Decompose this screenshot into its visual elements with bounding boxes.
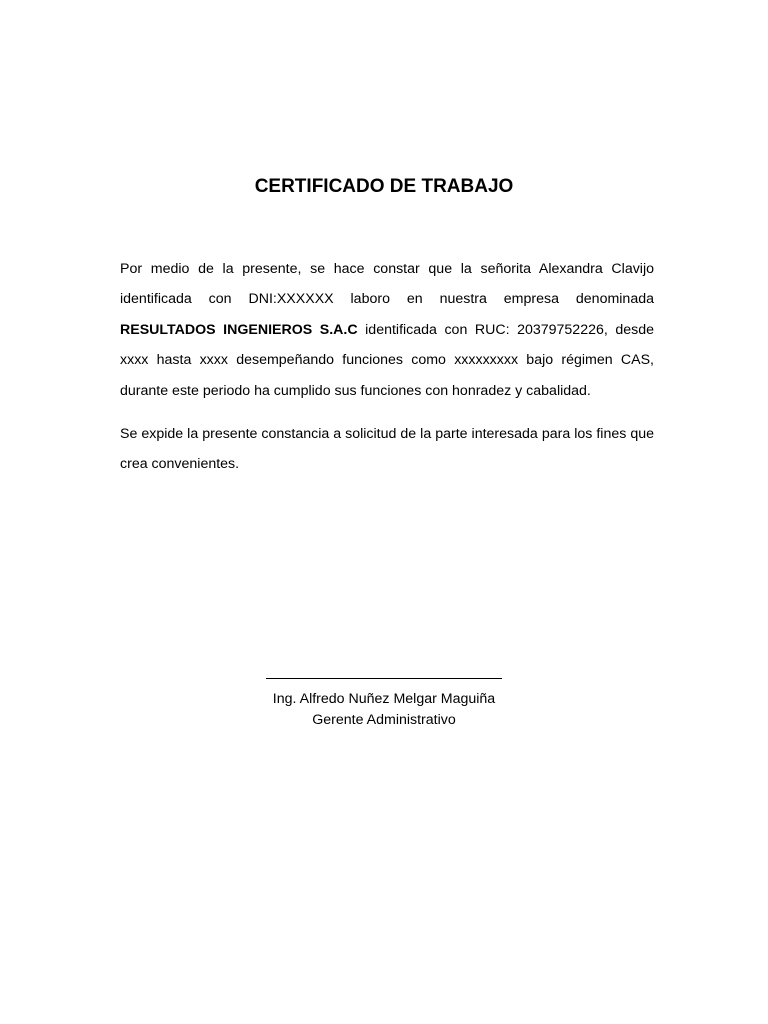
document-title: CERTIFICADO DE TRABAJO bbox=[254, 176, 514, 197]
signature-line bbox=[266, 664, 502, 679]
signatory-name: Ing. Alfredo Nuñez Melgar Maguiña bbox=[272, 691, 496, 707]
paragraph-1-intro: Por medio de la presente, se hace constar que la señorita Alexandra Clavijo identificada con DNI:XXXXXX laboro en nuestra empresa denominada bbox=[120, 261, 654, 308]
signature-block bbox=[0, 664, 768, 731]
paragraph-1-details: identificada con RUC: 20379752226, desde xxxx hasta xxxx desempeñando funciones como xxxxxxxxx bajo régimen CAS, durante este periodo ha cumplido sus funciones con honradez y cabalidad. bbox=[120, 321, 655, 399]
company-name: RESULTADOS INGENIEROS S.A.C bbox=[120, 321, 358, 338]
body-paragraph-2: Se expide la presente constancia a solicitud de la parte interesada para los fines que crea convenientes. bbox=[120, 426, 654, 473]
body-paragraph-1 bbox=[120, 254, 654, 406]
signatory-role: Gerente Administrativo bbox=[312, 712, 456, 728]
